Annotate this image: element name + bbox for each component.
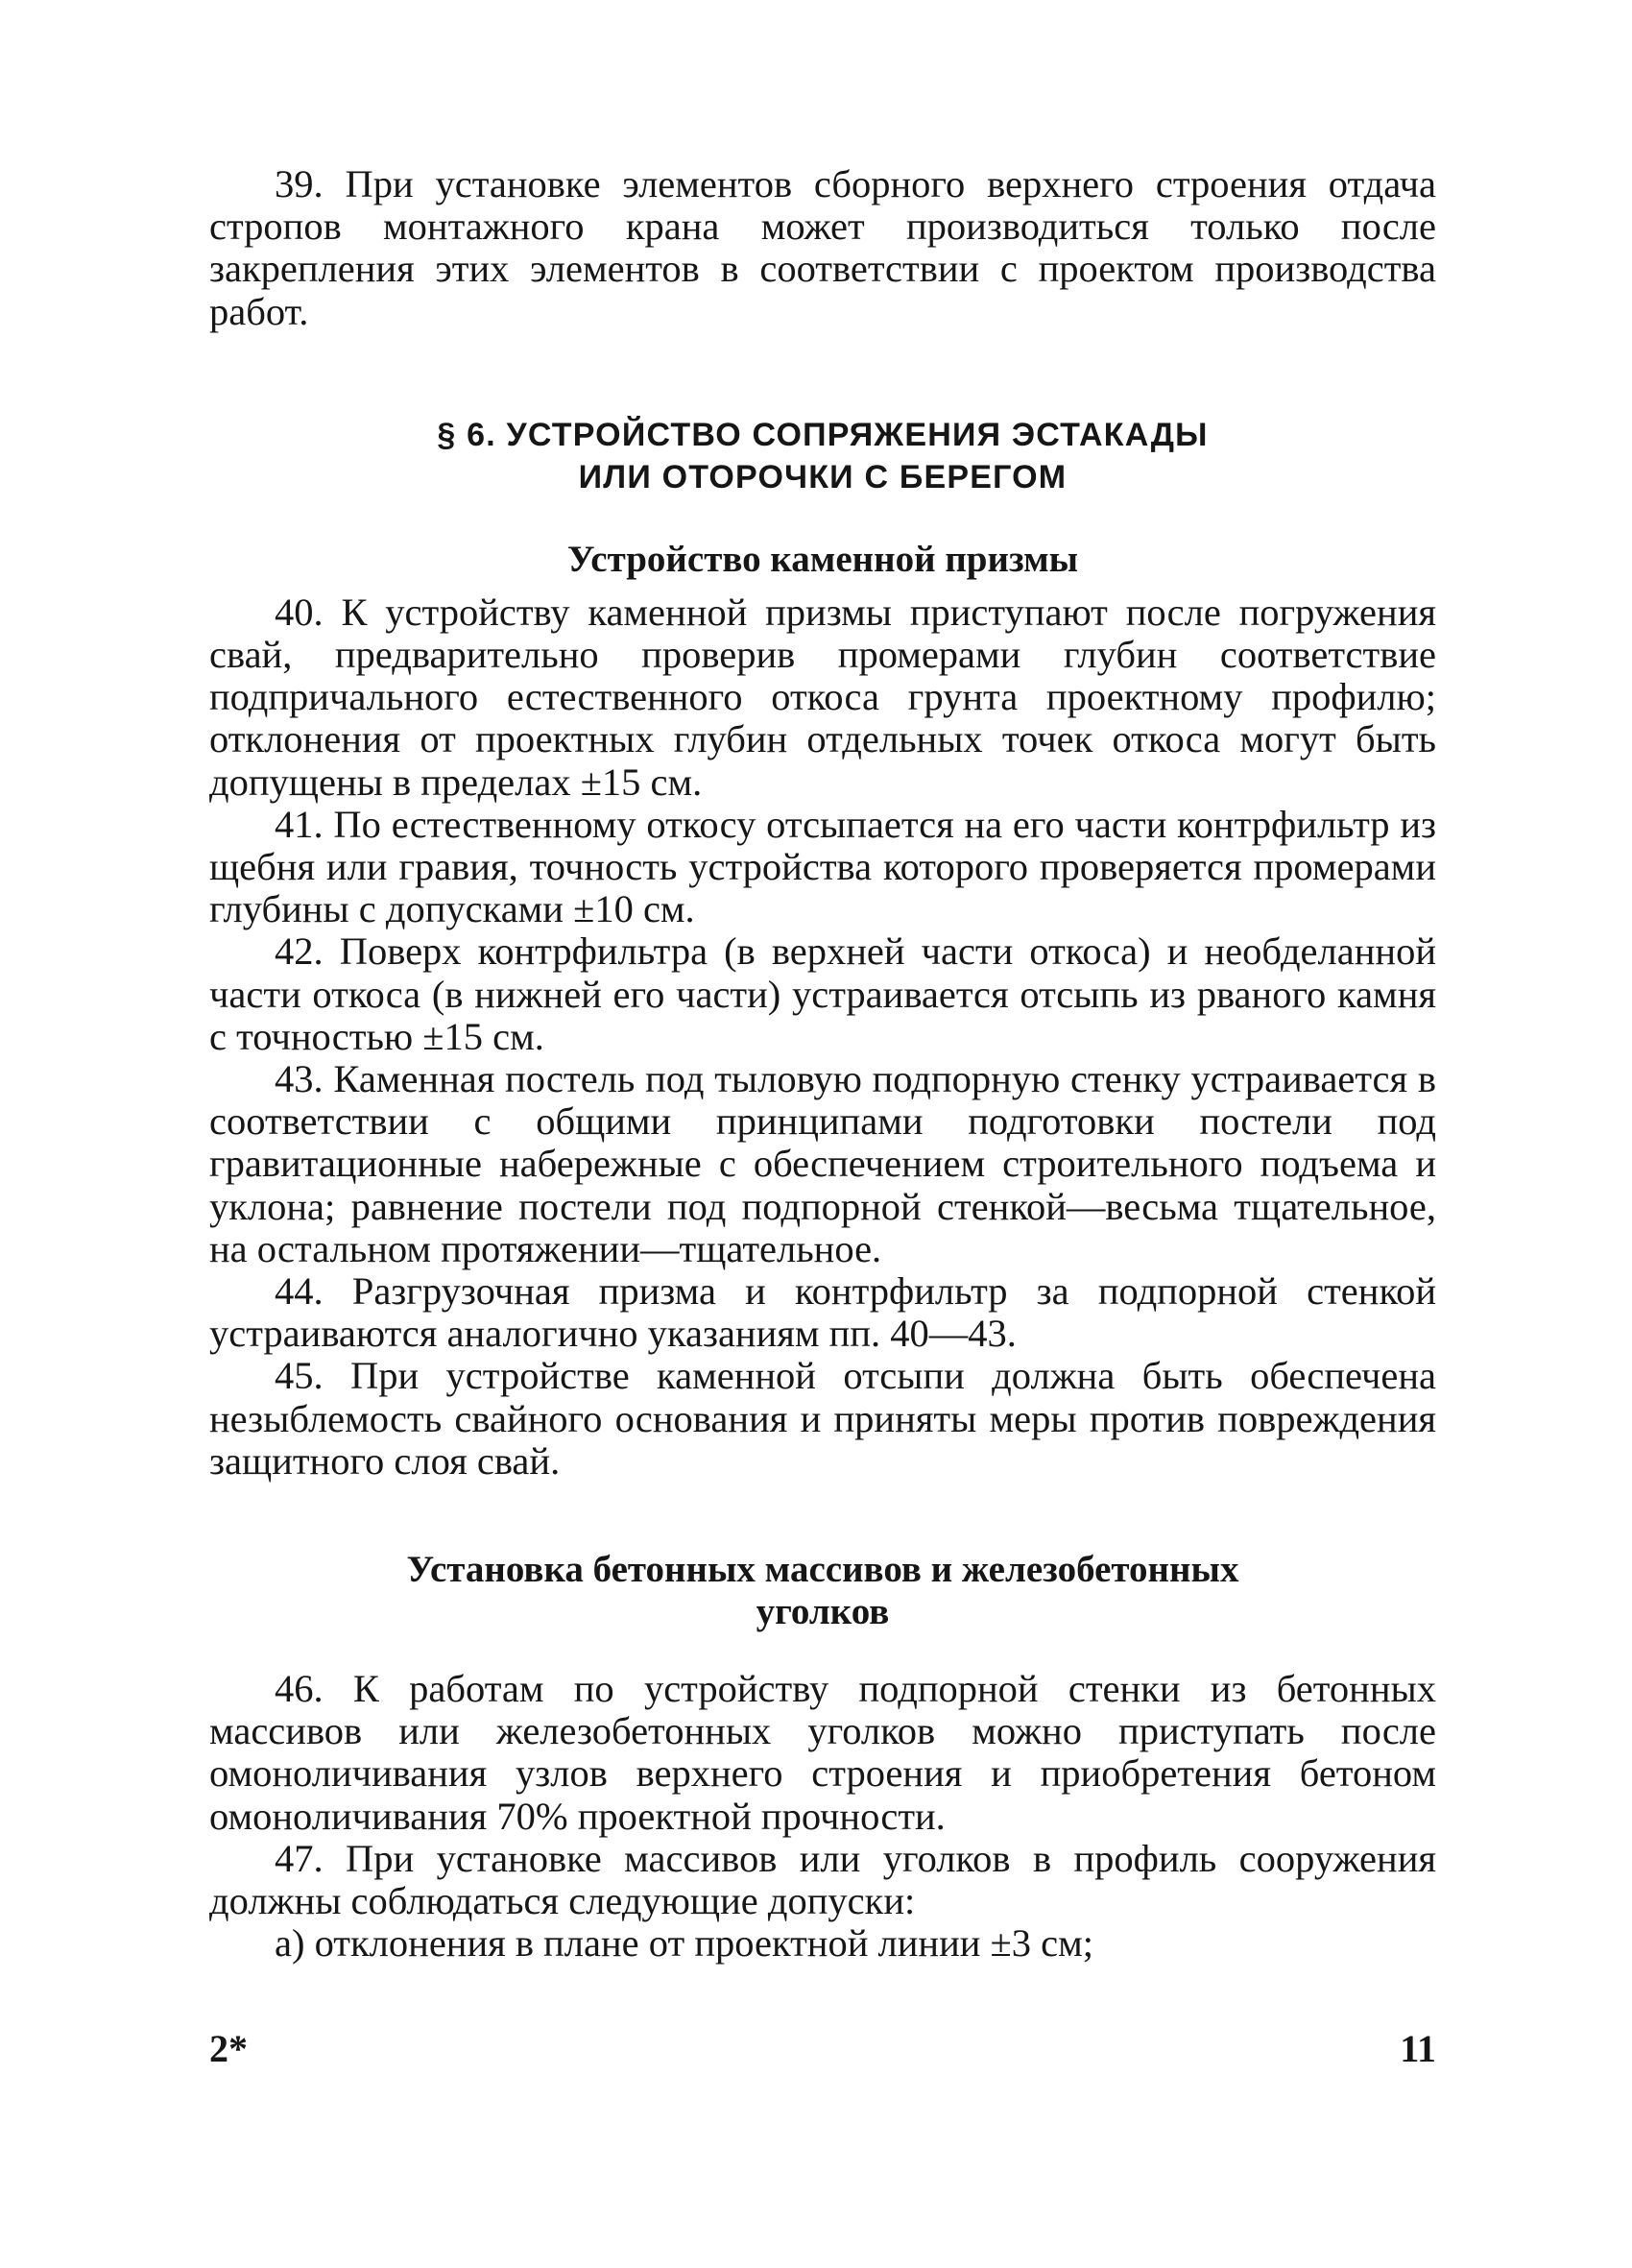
subheading-blocks-line-1: Установка бетонных массивов и железобетонных — [406, 1549, 1239, 1591]
section-heading-line-1: § 6. УСТРОЙСТВО СОПРЯЖЕНИЯ ЭСТАКАДЫ — [437, 416, 1209, 453]
page-content — [209, 163, 1436, 1966]
paragraph-46: 46. К работам по устройству подпорной стенки из бетонных массивов или железобетонных уголков можно приступать после омоноличивания узлов верхнего строения и приобретения бетоном омоноличивания 70% проектной прочности. — [209, 1667, 1436, 1838]
subheading-blocks — [209, 1549, 1436, 1633]
paragraph-47: 47. При установке массивов или уголков в профиль сооружения должны соблюдаться следующие допуски: — [209, 1836, 1436, 1923]
page-number: 11 — [1400, 2027, 1436, 2070]
section-heading — [209, 414, 1436, 498]
paragraph-41: 41. По естественному откосу отсыпается на его части контрфильтр из щебня или гравия, точность устройства которого проверяется промерами глубины с допусками ±10 см. — [209, 802, 1436, 931]
subheading-prism: Устройство каменной призмы — [566, 538, 1079, 580]
paragraph-44: 44. Разгрузочная призма и контрфильтр за подпорной стенкой устраиваются аналогично указаниям пп. 40—43. — [209, 1269, 1436, 1356]
paragraph-40: 40. К устройству каменной призмы приступают после погружения свай, предварительно проверив промерами глубин соответствие подпричального естественного откоса грунта проектному профилю; отклонения от проектных глубин отдельных точек откоса могут быть допущены в пределах ±15 см. — [209, 590, 1436, 804]
paragraph-42: 42. Поверх контрфильтра (в верхней части откоса) и необделанной части откоса (в нижней его части) устраивается отсыпь из рваного камня с точностью ±15 см. — [209, 929, 1436, 1058]
paragraph-39: 39. При установке элементов сборного верхнего строения отдача стропов монтажного крана может производиться только после закрепления этих элементов в соответствии с проектом производства работ. — [209, 162, 1436, 333]
paragraph-47a: а) отклонения в плане от проектной линии ±3 см; — [275, 1921, 1094, 1966]
paragraph-45: 45. При устройстве каменной отсыпи должна быть обеспечена незыблемость свайного основания и приняты меры против повреждения защитного слоя свай. — [209, 1354, 1436, 1483]
subheading-blocks-line-2: уголков — [756, 1591, 890, 1633]
paragraph-43: 43. Каменная постель под тыловую подпорную стенку устраивается в соответствии с общими принципами подготовки постели под гравитационные набережные с обеспечением строительного подъема и уклона; равнение постели под подпорной стенкой—весьма тщательное, на остальном протяжении—тщательное. — [209, 1057, 1436, 1270]
signature-mark: 2* — [209, 2027, 248, 2070]
section-heading-line-2: ИЛИ ОТОРОЧКИ С БЕРЕГОМ — [578, 458, 1068, 495]
